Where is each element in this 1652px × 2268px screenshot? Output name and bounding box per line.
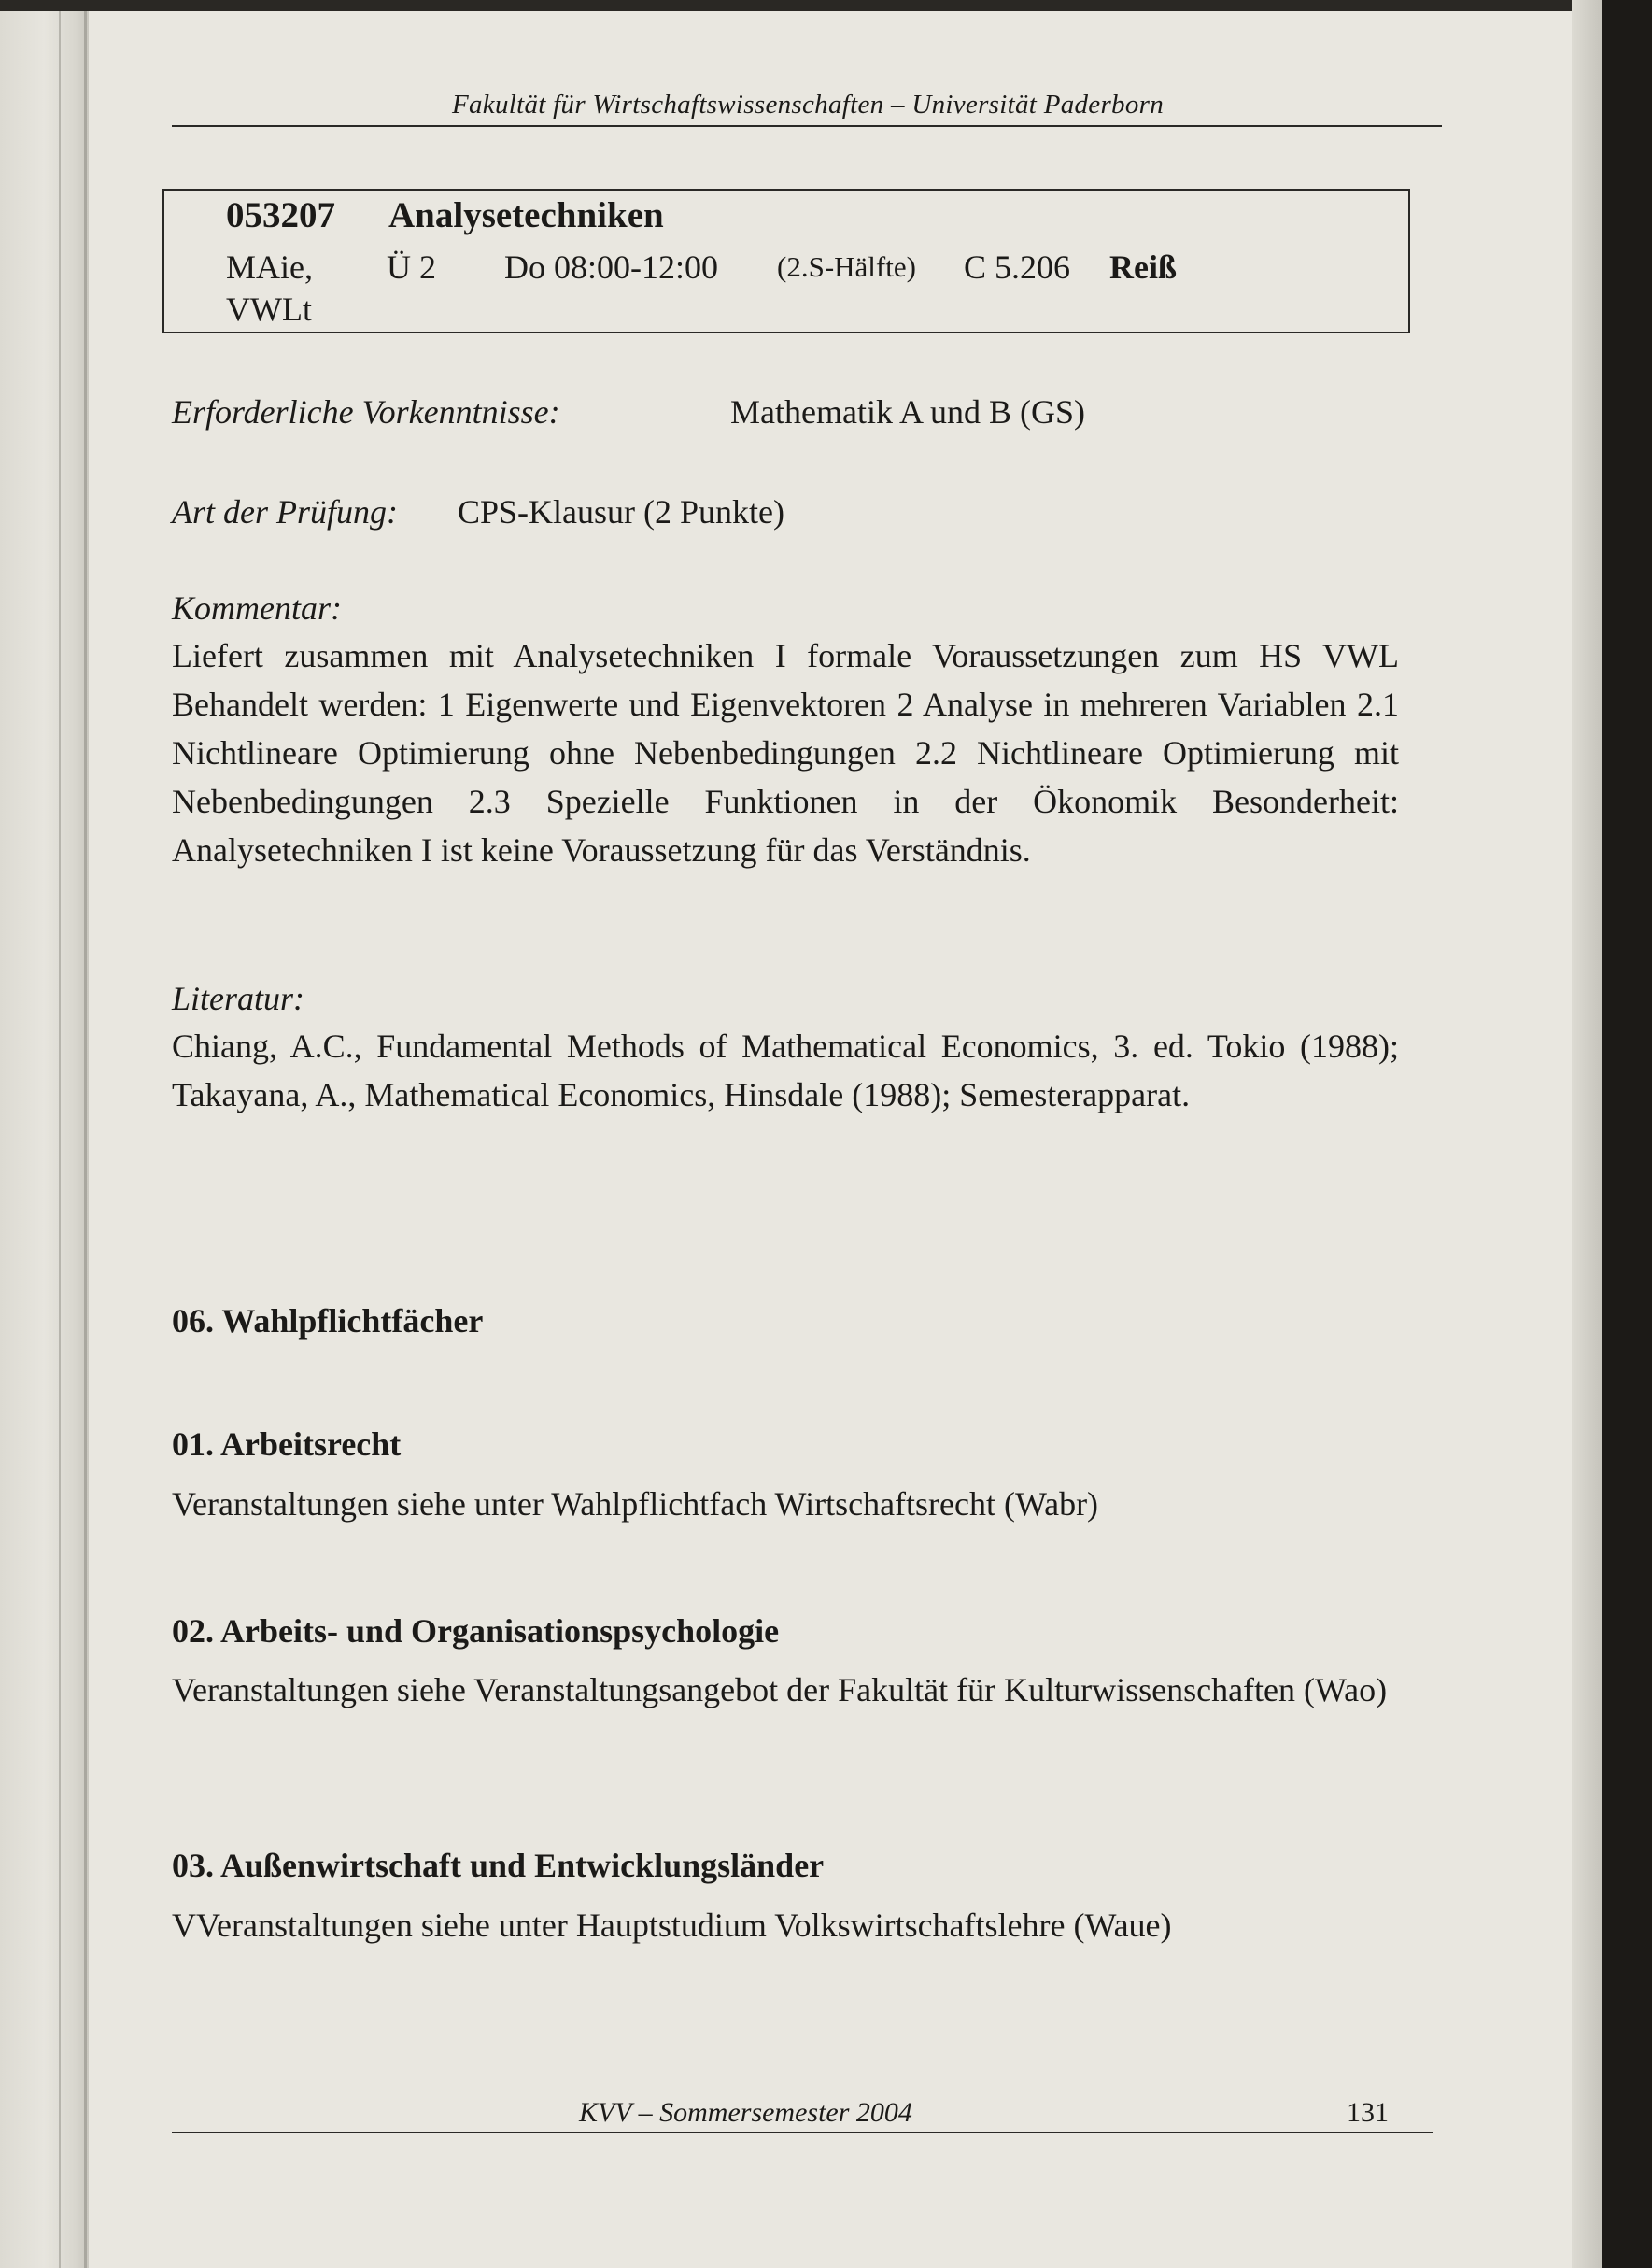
subsection-text: VVeranstaltungen siehe unter Hauptstudium Volkswirtschaftslehre (Waue): [172, 1907, 1172, 1944]
scan-top-edge: [0, 0, 1602, 11]
footer-title: KVV – Sommersemester 2004: [579, 2097, 912, 2128]
literature-text: Chiang, A.C., Fundamental Methods of Mathematical Economics, 3. ed. Tokio (1988); Takayana, A., Mathematical Economics, Hinsdale (1988); Semesterapparat.: [172, 1028, 1399, 1113]
course-code: 053207: [226, 195, 335, 235]
scan-right-edge: [1602, 0, 1652, 2268]
comment-label: Kommentar:: [172, 589, 342, 627]
header-rule: [172, 125, 1442, 127]
course-programs-2: VWLt: [226, 291, 312, 328]
exam-value: CPS-Klausur (2 Punkte): [458, 493, 784, 531]
course-half: (2.S-Hälfte): [777, 250, 916, 283]
prerequisites-label: Erforderliche Vorkenntnisse:: [172, 393, 560, 431]
course-box: [162, 189, 1410, 333]
spine-edge: [84, 0, 87, 2268]
subsection-title: 01. Arbeitsrecht: [172, 1425, 402, 1463]
course-type: Ü 2: [387, 248, 436, 286]
subsection-text: Veranstaltungen siehe unter Wahlpflichtfach Wirtschaftsrecht (Wabr): [172, 1485, 1099, 1523]
course-title: Analysetechniken: [388, 195, 664, 235]
course-room: C 5.206: [964, 248, 1071, 286]
subsection-title: 03. Außenwirtschaft und Entwicklungsländer: [172, 1847, 825, 1884]
course-time: Do 08:00-12:00: [504, 248, 718, 286]
footer-rule: [172, 2132, 1433, 2133]
exam-label: Art der Prüfung:: [172, 493, 398, 531]
page-header: Fakultät für Wirtschaftswissenschaften – Universität Paderborn: [451, 90, 1165, 120]
prerequisites-value: Mathematik A und B (GS): [730, 393, 1085, 431]
comment-text: Liefert zusammen mit Analysetechniken I formale Voraussetzungen zum HS VWL Behandelt werden: 1 Eigenwerte und Eigenvektoren 2 Analyse in mehreren Variablen 2.1 Nichtlineare Optimierung ohne Nebenbedingungen 2.2 Nichtlineare Optimierung mit Nebenbedingungen 2.3 Spezielle Funktionen in der Ökonomik Besonderheit: Analysetechniken I ist keine Voraussetzung für das Verständnis.: [172, 637, 1399, 869]
spine-crease: [59, 0, 61, 2268]
subsection-title: 02. Arbeits- und Organisationspsychologie: [172, 1612, 780, 1650]
course-programs: MAie,: [226, 248, 313, 286]
page-number: 131: [1347, 2097, 1389, 2128]
subsection-text: Veranstaltungen siehe Veranstaltungsangebot der Fakultät für Kulturwissenschaften (Wao): [172, 1671, 1388, 1708]
book-spine: [0, 0, 89, 2268]
literature-label: Literatur:: [172, 980, 305, 1017]
course-lecturer: Reiß: [1109, 248, 1177, 286]
section-title: 06. Wahlpflichtfächer: [172, 1302, 484, 1340]
page-right-edge: [1572, 0, 1602, 2268]
